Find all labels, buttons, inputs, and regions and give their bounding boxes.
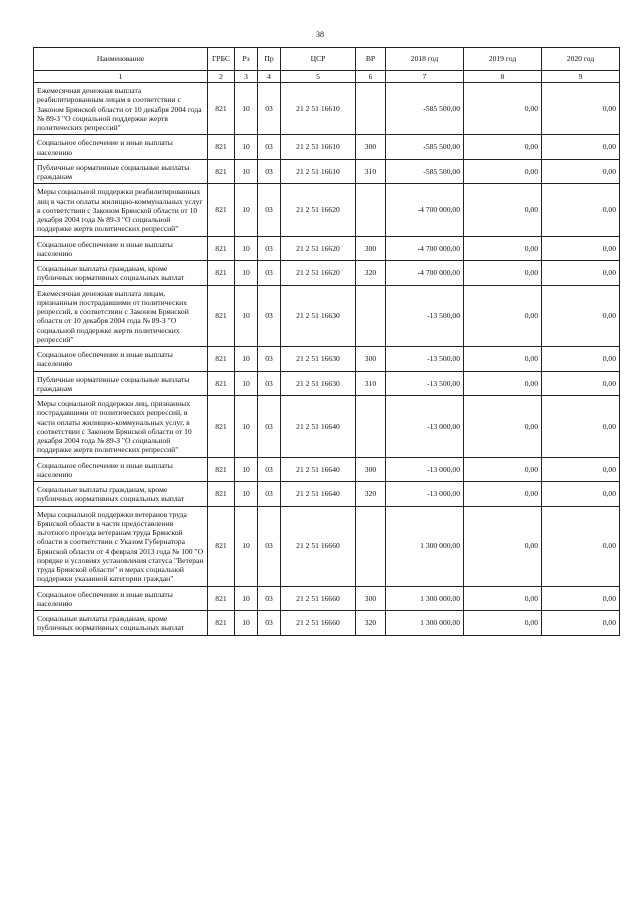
cell-2019: 0,00 [464,586,542,611]
table-row [34,236,620,261]
cell-name: Социальные выплаты гражданам, кроме публичных нормативных социальных выплат [34,261,208,286]
table-row [34,83,620,135]
cell-vr: 310 [356,371,386,396]
cell-csr: 21 2 51 16620 [281,261,356,286]
cell-vr: 310 [356,159,386,184]
cell-name: Ежемесячная денежная выплата реабилитированным лицам в соответствии с Законом Брянской области от 10 декабря 2004 года № 89-З "О социальной поддержке жертв политических репрессий" [34,83,208,135]
table-row [34,371,620,396]
cell-csr: 21 2 51 16630 [281,285,356,347]
header-grbs: ГРБС [208,48,235,71]
cell-2018: -13 500,00 [386,371,464,396]
table-row [34,611,620,636]
cell-2020: 0,00 [542,285,620,347]
table-row [34,285,620,347]
cell-name: Публичные нормативные социальные выплаты гражданам [34,159,208,184]
cell-name: Ежемесячная денежная выплата лицам, признанным пострадавшими от политических репрессий, в соответствии с Законом Брянской области от 10 декабря 2004 года № 89-З "О социальной поддержке жертв политических репрессий" [34,285,208,347]
cell-vr [356,285,386,347]
budget-table [33,47,620,636]
cell-2020: 0,00 [542,135,620,160]
cell-name: Социальное обеспечение и иные выплаты населению [34,236,208,261]
cell-csr: 21 2 51 16620 [281,184,356,236]
cell-vr: 300 [356,586,386,611]
cell-2018: -4 700 000,00 [386,261,464,286]
cell-2020: 0,00 [542,611,620,636]
header-2018: 2018 год [386,48,464,71]
header-vr: ВР [356,48,386,71]
cell-2019: 0,00 [464,285,542,347]
cell-2020: 0,00 [542,236,620,261]
column-number-row [34,71,620,83]
cell-2020: 0,00 [542,347,620,372]
cell-pr: 03 [258,236,281,261]
cell-rz: 10 [235,184,258,236]
cell-grbs: 821 [208,586,235,611]
cell-2020: 0,00 [542,482,620,507]
column-number: 4 [258,71,281,83]
cell-pr: 03 [258,396,281,458]
table-row [34,347,620,372]
page-number: 38 [316,30,324,39]
cell-2018: -585 500,00 [386,135,464,160]
cell-name: Социальное обеспечение и иные выплаты населению [34,586,208,611]
cell-grbs: 821 [208,184,235,236]
cell-rz: 10 [235,611,258,636]
cell-vr: 300 [356,457,386,482]
cell-pr: 03 [258,159,281,184]
cell-pr: 03 [258,457,281,482]
cell-pr: 03 [258,184,281,236]
cell-csr: 21 2 51 16660 [281,611,356,636]
table-body [34,83,620,636]
cell-csr: 21 2 51 16610 [281,83,356,135]
table-row [34,261,620,286]
cell-name: Социальное обеспечение и иные выплаты населению [34,135,208,160]
cell-2019: 0,00 [464,611,542,636]
cell-grbs: 821 [208,457,235,482]
header-pr: Пр [258,48,281,71]
cell-2019: 0,00 [464,135,542,160]
cell-2020: 0,00 [542,159,620,184]
cell-2020: 0,00 [542,396,620,458]
cell-vr [356,506,386,586]
cell-csr: 21 2 51 16610 [281,159,356,184]
cell-name: Социальные выплаты гражданам, кроме публичных нормативных социальных выплат [34,482,208,507]
cell-2018: 1 300 000,00 [386,586,464,611]
cell-name: Меры социальной поддержки лиц, признанных пострадавшими от политических репрессий, в части оплаты жилищно-коммунальных услуг, в соответствии с Законом Брянской области от 10 декабря 2004 года № 89-З "О социальной поддержке жертв политических репрессий" [34,396,208,458]
cell-rz: 10 [235,586,258,611]
cell-rz: 10 [235,285,258,347]
cell-2020: 0,00 [542,586,620,611]
cell-grbs: 821 [208,371,235,396]
cell-rz: 10 [235,457,258,482]
cell-grbs: 821 [208,506,235,586]
header-csr: ЦСР [281,48,356,71]
column-number: 7 [386,71,464,83]
cell-grbs: 821 [208,261,235,286]
cell-rz: 10 [235,482,258,507]
column-number: 8 [464,71,542,83]
cell-rz: 10 [235,83,258,135]
cell-vr [356,184,386,236]
cell-2020: 0,00 [542,83,620,135]
cell-pr: 03 [258,347,281,372]
cell-2020: 0,00 [542,184,620,236]
column-number: 5 [281,71,356,83]
column-number: 1 [34,71,208,83]
cell-name: Социальное обеспечение и иные выплаты населению [34,347,208,372]
cell-2018: 1 300 000,00 [386,611,464,636]
cell-name: Меры социальной поддержки ветеранов труда Брянской области в части предоставления льготного проезда ветеранам труда Брянской области в соответствии с Указом Губернатора Брянской области от 4 февраля 2013 года № 100 "О порядке и условиях установления статуса "Ветеран труда Брянской области" и мерах социальной поддержки указанной категории граждан" [34,506,208,586]
cell-grbs: 821 [208,83,235,135]
cell-csr: 21 2 51 16620 [281,236,356,261]
cell-name: Меры социальной поддержки реабилитированных лиц в части оплаты жилищно-коммунальных услуг в соответствии с Законом Брянской области от 10 декабря 2004 года № 89-З "О социальной поддержке жертв политических репрессий" [34,184,208,236]
header-2019: 2019 год [464,48,542,71]
cell-2018: -13 000,00 [386,457,464,482]
table-row [34,482,620,507]
cell-2019: 0,00 [464,457,542,482]
cell-2018: -4 700 000,00 [386,184,464,236]
cell-vr [356,396,386,458]
cell-pr: 03 [258,506,281,586]
cell-2020: 0,00 [542,261,620,286]
cell-csr: 21 2 51 16640 [281,482,356,507]
cell-grbs: 821 [208,135,235,160]
cell-grbs: 821 [208,159,235,184]
cell-pr: 03 [258,83,281,135]
cell-2019: 0,00 [464,83,542,135]
table-row [34,586,620,611]
cell-grbs: 821 [208,285,235,347]
column-number: 3 [235,71,258,83]
table-row [34,396,620,458]
cell-vr: 320 [356,482,386,507]
cell-2019: 0,00 [464,184,542,236]
cell-csr: 21 2 51 16660 [281,506,356,586]
cell-grbs: 821 [208,611,235,636]
cell-csr: 21 2 51 16630 [281,371,356,396]
cell-csr: 21 2 51 16630 [281,347,356,372]
cell-grbs: 821 [208,347,235,372]
cell-csr: 21 2 51 16660 [281,586,356,611]
cell-2019: 0,00 [464,261,542,286]
table-row [34,506,620,586]
cell-pr: 03 [258,135,281,160]
cell-csr: 21 2 51 16610 [281,135,356,160]
table-row [34,457,620,482]
cell-csr: 21 2 51 16640 [281,396,356,458]
cell-2018: -585 500,00 [386,159,464,184]
header-rz: Рз [235,48,258,71]
cell-grbs: 821 [208,396,235,458]
cell-2018: -13 000,00 [386,482,464,507]
table-row [34,135,620,160]
cell-2019: 0,00 [464,347,542,372]
cell-rz: 10 [235,396,258,458]
column-number: 6 [356,71,386,83]
column-number: 9 [542,71,620,83]
cell-vr: 320 [356,261,386,286]
header-2020: 2020 год [542,48,620,71]
cell-2018: -4 700 000,00 [386,236,464,261]
cell-grbs: 821 [208,482,235,507]
cell-rz: 10 [235,261,258,286]
cell-2020: 0,00 [542,371,620,396]
cell-pr: 03 [258,482,281,507]
table-row [34,159,620,184]
cell-name: Социальное обеспечение и иные выплаты населению [34,457,208,482]
cell-rz: 10 [235,371,258,396]
cell-grbs: 821 [208,236,235,261]
cell-2018: 1 300 000,00 [386,506,464,586]
cell-name: Публичные нормативные социальные выплаты гражданам [34,371,208,396]
cell-2019: 0,00 [464,506,542,586]
cell-rz: 10 [235,135,258,160]
table-row [34,184,620,236]
cell-rz: 10 [235,347,258,372]
cell-vr: 320 [356,611,386,636]
cell-2019: 0,00 [464,159,542,184]
cell-2020: 0,00 [542,506,620,586]
cell-rz: 10 [235,506,258,586]
cell-pr: 03 [258,586,281,611]
cell-2019: 0,00 [464,396,542,458]
cell-pr: 03 [258,611,281,636]
cell-2018: -585 500,00 [386,83,464,135]
cell-2018: -13 000,00 [386,396,464,458]
cell-rz: 10 [235,236,258,261]
cell-csr: 21 2 51 16640 [281,457,356,482]
cell-2018: -13 500,00 [386,285,464,347]
cell-vr: 300 [356,135,386,160]
cell-2019: 0,00 [464,236,542,261]
cell-rz: 10 [235,159,258,184]
cell-2019: 0,00 [464,482,542,507]
cell-2018: -13 500,00 [386,347,464,372]
cell-2019: 0,00 [464,371,542,396]
header-name: Наименование [34,48,208,71]
cell-pr: 03 [258,285,281,347]
cell-2020: 0,00 [542,457,620,482]
cell-name: Социальные выплаты гражданам, кроме публичных нормативных социальных выплат [34,611,208,636]
column-number: 2 [208,71,235,83]
cell-vr: 300 [356,236,386,261]
cell-pr: 03 [258,371,281,396]
cell-vr: 300 [356,347,386,372]
cell-pr: 03 [258,261,281,286]
cell-vr [356,83,386,135]
header-row [34,48,620,71]
